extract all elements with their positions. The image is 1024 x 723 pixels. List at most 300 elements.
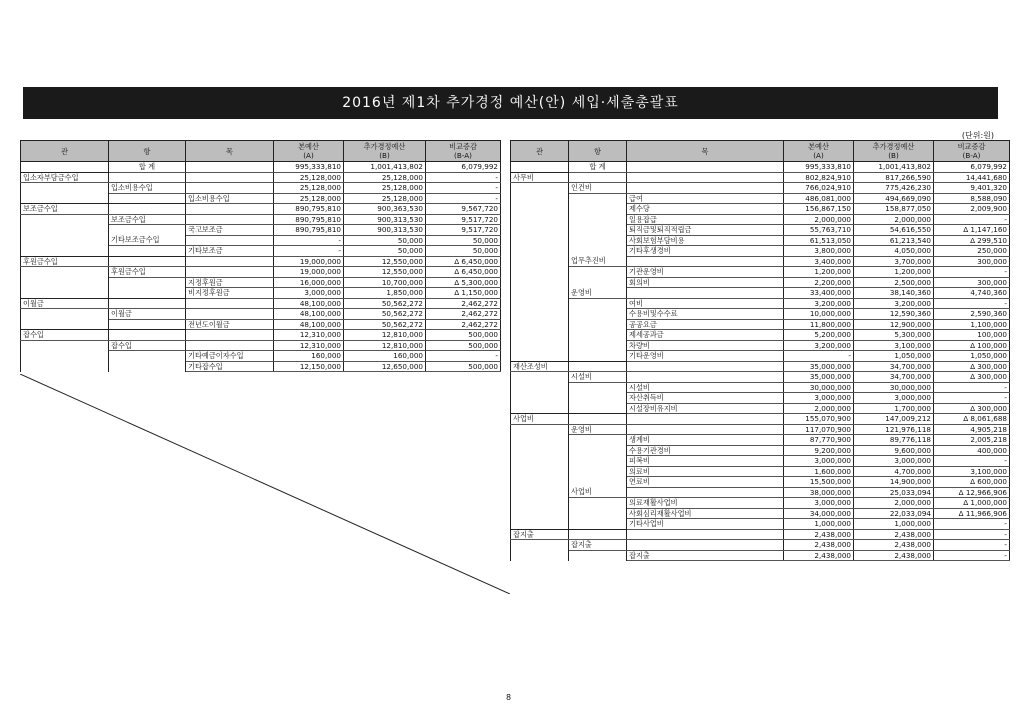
cell-mok: 연료비	[627, 477, 784, 488]
table-row	[511, 456, 1010, 467]
cell-gwan	[21, 267, 109, 278]
table-row	[21, 193, 501, 204]
expenditure-table	[510, 140, 1010, 561]
cell-hang	[569, 267, 627, 278]
cell-hang	[569, 529, 627, 540]
cell-hang: 업무추진비	[569, 256, 627, 267]
cell-supp-amount: 54,616,550	[854, 225, 934, 236]
cell-gwan: 보조금수입	[21, 204, 109, 215]
cell-gwan	[511, 267, 569, 278]
cell-mok	[186, 183, 274, 194]
cell-base-amount: 30,000,000	[784, 382, 854, 393]
cell-base-amount: 12,310,000	[274, 340, 344, 351]
cell-hang	[569, 435, 627, 446]
cell-hang	[109, 225, 186, 236]
cell-gwan	[21, 277, 109, 288]
cell-diff-amount: 3,100,000	[934, 466, 1010, 477]
cell-gwan	[511, 298, 569, 309]
table-row	[511, 498, 1010, 509]
cell-supp-amount: 775,426,230	[854, 183, 934, 194]
cell-base-amount: 25,128,000	[274, 172, 344, 183]
cell-hang	[569, 498, 627, 509]
cell-base-amount: 10,000,000	[784, 309, 854, 320]
cell-hang	[109, 172, 186, 183]
revenue-table	[20, 140, 501, 372]
cell-base-amount: 1,000,000	[784, 519, 854, 530]
cell-mok: 입소비용수입	[186, 193, 274, 204]
cell-gwan	[511, 403, 569, 414]
cell-base-amount: 890,795,810	[274, 214, 344, 225]
cell-diff-amount: -	[934, 550, 1010, 561]
cell-base-amount: 15,500,000	[784, 477, 854, 488]
table-row	[21, 361, 501, 372]
cell-base-amount: 34,000,000	[784, 508, 854, 519]
cell-base-amount: 160,000	[274, 351, 344, 362]
cell-diff-amount: -	[934, 298, 1010, 309]
cell-hang	[569, 351, 627, 362]
table-row	[511, 193, 1010, 204]
cell-supp-amount: 34,700,000	[854, 372, 934, 383]
cell-diff-amount: 2,462,272	[426, 319, 501, 330]
cell-mok	[627, 424, 784, 435]
table-row	[511, 508, 1010, 519]
cell-hang	[109, 277, 186, 288]
cell-mok: 일용잡급	[627, 214, 784, 225]
cell-diff-amount: Δ 1,150,000	[426, 288, 501, 299]
cell-mok	[186, 309, 274, 320]
table-row	[21, 267, 501, 278]
cell-mok	[627, 288, 784, 299]
total-row	[511, 162, 1010, 173]
cell-gwan	[511, 519, 569, 530]
cell-base-amount: 55,763,710	[784, 225, 854, 236]
cell-diff-amount: 50,000	[426, 235, 501, 246]
header-gwan: 관	[21, 141, 109, 162]
cell-mok: 비지정후원금	[186, 288, 274, 299]
table-row	[511, 183, 1010, 194]
cell-supp-amount: 25,033,094	[854, 487, 934, 498]
cell-base-amount: 3,000,000	[784, 393, 854, 404]
cell-diff-amount: 2,462,272	[426, 309, 501, 320]
cell-mok	[186, 298, 274, 309]
header-mok: 목	[627, 141, 784, 162]
cell-supp-amount: 61,213,540	[854, 235, 934, 246]
cell-diff-amount: 250,000	[934, 246, 1010, 257]
cell-mok: 시설비	[627, 382, 784, 393]
cell-diff-amount: Δ 6,450,000	[426, 256, 501, 267]
cell-supp-amount: 4,050,000	[854, 246, 934, 257]
cell-diff-amount: Δ 300,000	[934, 403, 1010, 414]
cell-diff-amount: -	[934, 214, 1010, 225]
cell-supp-amount: 121,976,118	[854, 424, 934, 435]
table-row	[511, 204, 1010, 215]
cell-hang	[569, 361, 627, 372]
cell-gwan	[21, 193, 109, 204]
cell-gwan	[511, 340, 569, 351]
cell-supp-amount: 4,700,000	[854, 466, 934, 477]
table-row	[511, 529, 1010, 540]
header-supp: 추가경정예산 (B)	[344, 141, 426, 162]
cell-gwan: 이월금	[21, 298, 109, 309]
cell-base-amount: 1,600,000	[784, 466, 854, 477]
cell-mok	[186, 340, 274, 351]
cell-gwan: 사업비	[511, 414, 569, 425]
cell-mok	[186, 172, 274, 183]
cell-diff-amount: 2,009,900	[934, 204, 1010, 215]
table-row	[21, 319, 501, 330]
cell-diff-amount: -	[426, 351, 501, 362]
cell-hang: 인건비	[569, 183, 627, 194]
cell-supp-amount: 158,877,050	[854, 204, 934, 215]
cell-diff-amount: -	[934, 382, 1010, 393]
cell-supp-amount: 50,000	[344, 246, 426, 257]
cell-mok: 급여	[627, 193, 784, 204]
table-row	[511, 550, 1010, 561]
cell-mok: 퇴직금및퇴직적립금	[627, 225, 784, 236]
cell-supp-amount: 2,000,000	[854, 214, 934, 225]
cell-hang	[109, 330, 186, 341]
cell-base-amount: 16,000,000	[274, 277, 344, 288]
cell-supp-amount: 12,810,000	[344, 340, 426, 351]
cell-gwan	[21, 351, 109, 362]
cell-base-amount: 61,513,050	[784, 235, 854, 246]
cell-base-amount: 890,795,810	[274, 204, 344, 215]
table-row	[511, 393, 1010, 404]
cell-gwan	[511, 540, 569, 551]
cell-diff-amount: Δ 6,450,000	[426, 267, 501, 278]
cell-hang	[109, 319, 186, 330]
cell-diff-amount: -	[934, 267, 1010, 278]
cell-supp-amount: 25,128,000	[344, 172, 426, 183]
cell-hang	[109, 298, 186, 309]
cell-hang	[109, 204, 186, 215]
cell-base-amount: 12,150,000	[274, 361, 344, 372]
cell-gwan: 입소자부담금수입	[21, 172, 109, 183]
cell-hang	[569, 298, 627, 309]
header-diff: 비교증감 (B-A)	[934, 141, 1010, 162]
cell-hang: 잡지출	[569, 540, 627, 551]
cell-base-amount: 3,200,000	[784, 298, 854, 309]
page-number: 8	[506, 693, 512, 702]
cell-gwan	[21, 246, 109, 257]
cell-base-amount: 766,024,910	[784, 183, 854, 194]
cell-mok: 제세공과금	[627, 330, 784, 341]
cell-gwan	[511, 204, 569, 215]
cell-supp-amount: 160,000	[344, 351, 426, 362]
cell-supp-amount: 900,313,530	[344, 214, 426, 225]
cell-gwan: 재산조성비	[511, 361, 569, 372]
cell-hang	[109, 351, 186, 362]
table-row	[511, 214, 1010, 225]
cell-mok: 차량비	[627, 340, 784, 351]
cell-hang	[569, 550, 627, 561]
table-row	[511, 424, 1010, 435]
cell-mok	[186, 256, 274, 267]
cell-diff-amount: -	[934, 540, 1010, 551]
cell-mok: 회의비	[627, 277, 784, 288]
cell-gwan	[511, 183, 569, 194]
cell-hang: 입소비용수입	[109, 183, 186, 194]
cell-diff-amount: Δ 11,966,906	[934, 508, 1010, 519]
cell-base-amount: 2,200,000	[784, 277, 854, 288]
cell-supp-amount: 50,562,272	[344, 298, 426, 309]
cell-supp-amount: 494,669,090	[854, 193, 934, 204]
cell-supp-amount: 12,550,000	[344, 267, 426, 278]
table-row	[21, 288, 501, 299]
cell-gwan	[511, 162, 569, 173]
cell-supp-amount: 12,810,000	[344, 330, 426, 341]
cell-hang: 기타보조금수입	[109, 235, 186, 246]
cell-base-amount: 802,824,910	[784, 172, 854, 183]
cell-gwan	[511, 393, 569, 404]
cell-mok	[627, 162, 784, 173]
cell-mok: 여비	[627, 298, 784, 309]
cell-hang: 시설비	[569, 372, 627, 383]
cell-supp-amount: 1,050,000	[854, 351, 934, 362]
table-row	[511, 288, 1010, 299]
table-row	[21, 298, 501, 309]
cell-mok: 잡지출	[627, 550, 784, 561]
header-diff: 비교증감 (B-A)	[426, 141, 501, 162]
cell-gwan	[511, 466, 569, 477]
cell-supp-amount: 900,363,530	[344, 204, 426, 215]
cell-base-amount: 2,438,000	[784, 550, 854, 561]
cell-base-amount: -	[784, 351, 854, 362]
cell-supp-amount: 2,000,000	[854, 498, 934, 509]
header-base: 본예산 (A)	[274, 141, 344, 162]
cell-hang	[569, 193, 627, 204]
cell-gwan	[21, 183, 109, 194]
cell-base-amount: 48,100,000	[274, 309, 344, 320]
cell-gwan	[21, 225, 109, 236]
cell-gwan	[21, 309, 109, 320]
cell-supp-amount: 1,001,413,802	[344, 162, 426, 173]
table-row	[511, 487, 1010, 498]
cell-hang: 이월금	[109, 309, 186, 320]
cell-base-amount: 9,200,000	[784, 445, 854, 456]
cell-base-amount: 995,333,810	[784, 162, 854, 173]
cell-base-amount: 3,000,000	[784, 498, 854, 509]
cell-supp-amount: 50,562,272	[344, 309, 426, 320]
cell-mok	[627, 414, 784, 425]
cell-base-amount: 25,128,000	[274, 183, 344, 194]
table-row	[511, 267, 1010, 278]
cell-gwan	[511, 319, 569, 330]
cell-hang	[569, 445, 627, 456]
cell-diff-amount: 50,000	[426, 246, 501, 257]
cell-hang	[569, 382, 627, 393]
table-row	[511, 298, 1010, 309]
cell-mok: 시설장비유지비	[627, 403, 784, 414]
cell-base-amount: 156,867,150	[784, 204, 854, 215]
cell-supp-amount: 2,500,000	[854, 277, 934, 288]
cell-gwan	[511, 256, 569, 267]
cell-base-amount: 11,800,000	[784, 319, 854, 330]
cell-base-amount: 19,000,000	[274, 267, 344, 278]
header-supp: 추가경정예산 (B)	[854, 141, 934, 162]
cell-mok	[627, 183, 784, 194]
cell-gwan	[511, 225, 569, 236]
cell-base-amount: 2,000,000	[784, 214, 854, 225]
cell-mok: 생계비	[627, 435, 784, 446]
cell-supp-amount: 1,700,000	[854, 403, 934, 414]
cell-gwan	[21, 319, 109, 330]
cell-hang	[569, 477, 627, 488]
cell-base-amount: 3,400,000	[784, 256, 854, 267]
header-gwan: 관	[511, 141, 569, 162]
cell-hang	[109, 193, 186, 204]
table-row	[511, 466, 1010, 477]
cell-mok: 제수당	[627, 204, 784, 215]
cell-supp-amount: 3,100,000	[854, 340, 934, 351]
cell-gwan	[21, 214, 109, 225]
cell-mok	[627, 372, 784, 383]
table-row	[511, 435, 1010, 446]
cell-supp-amount: 2,438,000	[854, 540, 934, 551]
cell-hang	[109, 256, 186, 267]
cell-diff-amount: 2,005,218	[934, 435, 1010, 446]
cell-diff-amount: Δ 300,000	[934, 361, 1010, 372]
cell-base-amount: 33,400,000	[784, 288, 854, 299]
cell-diff-amount: -	[934, 393, 1010, 404]
cell-supp-amount: 89,776,118	[854, 435, 934, 446]
cell-mok: 전년도이월금	[186, 319, 274, 330]
cell-gwan	[511, 309, 569, 320]
cell-supp-amount: 5,300,000	[854, 330, 934, 341]
cell-hang	[569, 319, 627, 330]
cell-hang: 운영비	[569, 288, 627, 299]
cell-hang	[569, 225, 627, 236]
cell-gwan	[511, 351, 569, 362]
cell-diff-amount: 9,567,720	[426, 204, 501, 215]
cell-gwan	[511, 235, 569, 246]
table-row	[511, 372, 1010, 383]
cell-gwan	[511, 508, 569, 519]
cell-diff-amount: Δ 300,000	[934, 372, 1010, 383]
cell-supp-amount: 1,000,000	[854, 519, 934, 530]
cell-hang	[569, 172, 627, 183]
cell-base-amount: 3,800,000	[784, 246, 854, 257]
cell-supp-amount: 22,033,094	[854, 508, 934, 519]
cell-supp-amount: 14,900,000	[854, 477, 934, 488]
table-row	[511, 519, 1010, 530]
cell-mok: 피복비	[627, 456, 784, 467]
cell-gwan	[511, 246, 569, 257]
cell-base-amount: -	[274, 235, 344, 246]
cell-base-amount: 25,128,000	[274, 193, 344, 204]
cell-mok: 수용비및수수료	[627, 309, 784, 320]
table-row	[511, 382, 1010, 393]
cell-gwan	[511, 193, 569, 204]
cell-hang: 합 계	[109, 162, 186, 173]
cell-gwan: 잡수입	[21, 330, 109, 341]
cell-gwan	[511, 498, 569, 509]
cell-hang	[569, 246, 627, 257]
cell-hang: 운영비	[569, 424, 627, 435]
cell-supp-amount: 147,009,212	[854, 414, 934, 425]
cell-gwan: 사무비	[511, 172, 569, 183]
cell-gwan	[511, 330, 569, 341]
table-row	[511, 477, 1010, 488]
cell-gwan	[21, 235, 109, 246]
unit-label: (단위:원)	[961, 131, 994, 140]
cell-supp-amount: 900,313,530	[344, 225, 426, 236]
cell-mok: 국고보조금	[186, 225, 274, 236]
cell-hang	[109, 288, 186, 299]
cell-gwan: 잡지출	[511, 529, 569, 540]
cell-supp-amount: 3,000,000	[854, 456, 934, 467]
cell-diff-amount: 500,000	[426, 361, 501, 372]
cell-hang	[569, 414, 627, 425]
cell-mok	[186, 204, 274, 215]
cell-mok	[627, 256, 784, 267]
cell-mok	[627, 487, 784, 498]
cell-base-amount: 3,000,000	[784, 456, 854, 467]
cell-base-amount: 87,770,900	[784, 435, 854, 446]
cell-mok	[186, 162, 274, 173]
total-row	[21, 162, 501, 173]
cell-diff-amount: 1,100,000	[934, 319, 1010, 330]
cell-diff-amount: -	[426, 172, 501, 183]
table-row	[21, 256, 501, 267]
cell-gwan	[21, 361, 109, 372]
cell-gwan	[511, 424, 569, 435]
cell-base-amount: 1,200,000	[784, 267, 854, 278]
table-row	[21, 351, 501, 362]
cell-mok	[627, 361, 784, 372]
cell-supp-amount: 34,700,000	[854, 361, 934, 372]
table-row	[21, 309, 501, 320]
cell-mok: 사회보험부담비용	[627, 235, 784, 246]
cell-supp-amount: 12,650,000	[344, 361, 426, 372]
cell-hang: 합 계	[569, 162, 627, 173]
header-hang: 항	[109, 141, 186, 162]
cell-diff-amount: 4,740,360	[934, 288, 1010, 299]
cell-base-amount: 117,070,900	[784, 424, 854, 435]
cell-mok: 기관운영비	[627, 267, 784, 278]
table-row	[21, 340, 501, 351]
cell-base-amount: 486,081,000	[784, 193, 854, 204]
cell-hang	[569, 330, 627, 341]
cell-supp-amount: 1,001,413,802	[854, 162, 934, 173]
cell-diff-amount: 9,517,720	[426, 225, 501, 236]
cell-base-amount: 48,100,000	[274, 298, 344, 309]
cell-gwan	[511, 477, 569, 488]
table-row	[511, 445, 1010, 456]
table-row	[511, 172, 1010, 183]
cell-base-amount: 12,310,000	[274, 330, 344, 341]
cell-supp-amount: 25,128,000	[344, 193, 426, 204]
cell-diff-amount: -	[426, 193, 501, 204]
cell-diff-amount: Δ 5,300,000	[426, 277, 501, 288]
cell-mok: 기타후생경비	[627, 246, 784, 257]
cell-supp-amount: 50,562,272	[344, 319, 426, 330]
cell-supp-amount: 50,000	[344, 235, 426, 246]
cell-mok: 수용기관경비	[627, 445, 784, 456]
cell-hang	[569, 309, 627, 320]
cell-base-amount: 995,333,810	[274, 162, 344, 173]
cell-hang	[569, 214, 627, 225]
cell-diff-amount: 400,000	[934, 445, 1010, 456]
cell-gwan	[511, 372, 569, 383]
cell-hang	[569, 277, 627, 288]
cell-hang: 사업비	[569, 487, 627, 498]
table-row	[511, 414, 1010, 425]
cell-base-amount: 5,200,000	[784, 330, 854, 341]
cell-hang	[109, 361, 186, 372]
cell-diff-amount: Δ 1,147,160	[934, 225, 1010, 236]
table-row	[511, 309, 1010, 320]
